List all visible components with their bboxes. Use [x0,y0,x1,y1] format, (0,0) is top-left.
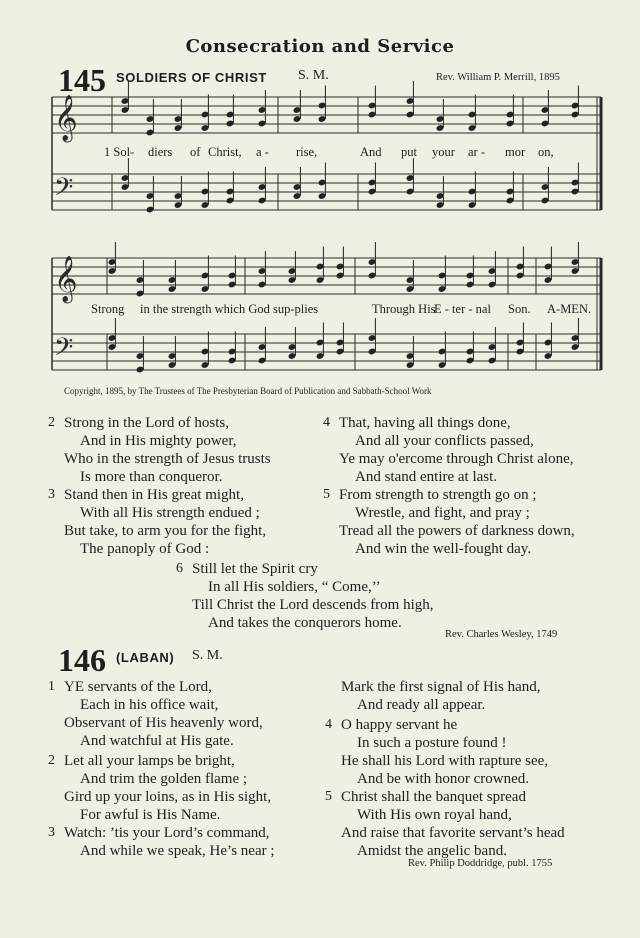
stanza-line: Who in the strength of Jesus trusts [64,451,271,467]
hymn-composer-145: Rev. William P. Merrill, 1895 [436,72,560,83]
stanza-line: That, having all things done, [339,415,511,431]
stanza-line: And watchful at His gate. [80,733,234,749]
stanza-2 [48,414,271,486]
hymn-tune-name-145: SOLDIERS OF CHRIST [116,70,267,85]
stanza-4 [323,414,574,486]
stanza-line: Gird up your loins, as in His sight, [64,789,272,805]
stanza-line: Stand then in His great might, [64,487,244,503]
stanza-line: And in His mighty power, [80,433,237,449]
stanza-line: And all your conflicts passed, [355,433,534,449]
stanza-line: For awful is His Name. [80,807,221,823]
stanza-line: The panoply of God : [80,541,210,557]
stanza-line: And trim the golden flame ; [80,771,248,787]
section-title: Consecration and Service [185,36,455,57]
stanza-line: And while we speak, He’s near ; [80,843,275,859]
lyric-syllable: a - [256,145,269,159]
stanza-number: 4 [323,415,330,430]
lyric-syllable: 1 Sol- [104,145,135,159]
stanza-line: Watch: ’tis your Lord’s command, [64,825,270,841]
lyric-syllable: of [190,145,201,159]
stanza-3-continued [341,678,541,714]
stanza-line: Wrestle, and fight, and pray ; [355,505,530,521]
lyric-syllable: Through His [372,302,436,316]
music-score [0,0,640,400]
stanza-line: Still let the Spirit cry [192,561,318,577]
stanza-5 [323,486,575,558]
hymn-meter-146: S. M. [192,648,223,663]
stanza-line: In such a posture found ! [357,735,507,751]
stanza-line: He shall his Lord with rapture see, [341,753,549,769]
stanza-line: With His own royal hand, [357,807,512,823]
stanza-line: Let all your lamps be bright, [64,753,235,769]
lyric-syllable: Son. [508,302,531,316]
staff-lines [52,97,601,370]
lyric-syllable: diers [148,145,173,159]
stanza-number: 3 [48,825,55,840]
stanza-line: Mark the first signal of His hand, [341,679,541,695]
stanza-number: 2 [48,753,55,768]
lyric-syllable: E - ter - nal [434,302,491,316]
stanza-line: With all His strength endued ; [80,505,260,521]
lyric-syllable: ar - [468,145,485,159]
stanza-line: O happy servant he [341,717,458,733]
stanza-line: And be with honor crowned. [357,771,530,787]
lyric-syllable: Christ, [208,145,242,159]
stanza-line: Till Christ the Lord descends from high, [192,597,434,613]
stanza-line: Tread all the powers of darkness down, [339,523,575,539]
stanza-1 [48,678,263,750]
copyright-notice: Copyright, 1895, by The Trustees of The Presbyterian Board of Publication and Sabbath-School Work [64,386,432,396]
hymn-meter-145: S. M. [298,68,329,83]
lyric-syllable: on, [538,145,554,159]
lyric-syllable: put [401,145,417,159]
stanza-line: Each in his office wait, [80,697,219,713]
barlines [52,97,601,370]
hymn-number-145: 145 [58,62,106,98]
stanza-number: 5 [325,789,332,804]
stanza-6 [176,560,434,632]
stanza-3 [48,824,275,860]
stanza-4 [325,716,549,788]
stanza-2 [48,752,272,824]
bass-clef-icon: 𝄢 [54,173,74,208]
stanza-line: And ready all appear. [357,697,486,713]
stanza-line: From strength to strength go on ; [339,487,537,503]
stanza-3 [48,486,267,558]
stanza-line: YE servants of the Lord, [64,679,212,695]
stanza-number: 3 [48,487,55,502]
clefs [54,95,78,368]
lyric-syllable: mor [505,145,526,159]
stanza-line: Strong in the Lord of hosts, [64,415,229,431]
stanza-line: And stand entire at last. [355,469,498,485]
lyric-syllable: A-MEN. [547,302,592,316]
lyric-syllable: rise, [296,145,318,159]
bass-clef-icon: 𝄢 [54,333,74,368]
lyric-syllable: And [360,145,382,159]
stanza-number: 5 [323,487,330,502]
hymn-number-146: 146 [58,642,106,678]
stanza-line: And win the well-fought day. [355,541,532,557]
hymn-author-145: Rev. Charles Wesley, 1749 [445,629,558,640]
lyric-syllable: Strong [91,302,125,316]
stanza-number: 1 [48,679,55,694]
hymn-author-146: Rev. Philip Doddridge, publ. 1755 [408,858,553,869]
stanza-line: But take, to arm you for the fight, [64,523,267,539]
stanza-line: And takes the conquerors home. [208,615,402,631]
stanza-line: Christ shall the banquet spread [341,789,526,805]
lyric-syllable: in the strength which God sup-plies [140,302,319,316]
stanza-line: Ye may o'ercome through Christ alone, [339,451,574,467]
stanza-number: 2 [48,415,55,430]
treble-clef-icon: 𝄞 [54,256,78,302]
stanza-5 [325,788,565,860]
stanza-number: 6 [176,561,183,576]
treble-clef-icon: 𝄞 [54,95,78,141]
stanza-line: Is more than conqueror. [80,469,223,485]
lyric-syllable: your [432,145,455,159]
stanza-line: In all His soldiers, “ Come,’’ [208,579,381,595]
stanza-line: Amidst the angelic band. [357,843,507,859]
notes [108,81,580,373]
stanza-line: And raise that favorite servant’s head [341,825,565,841]
stanza-line: Observant of His heavenly word, [64,715,263,731]
hymn-tune-name-146: (LABAN) [116,650,175,665]
stanza-number: 4 [325,717,332,732]
